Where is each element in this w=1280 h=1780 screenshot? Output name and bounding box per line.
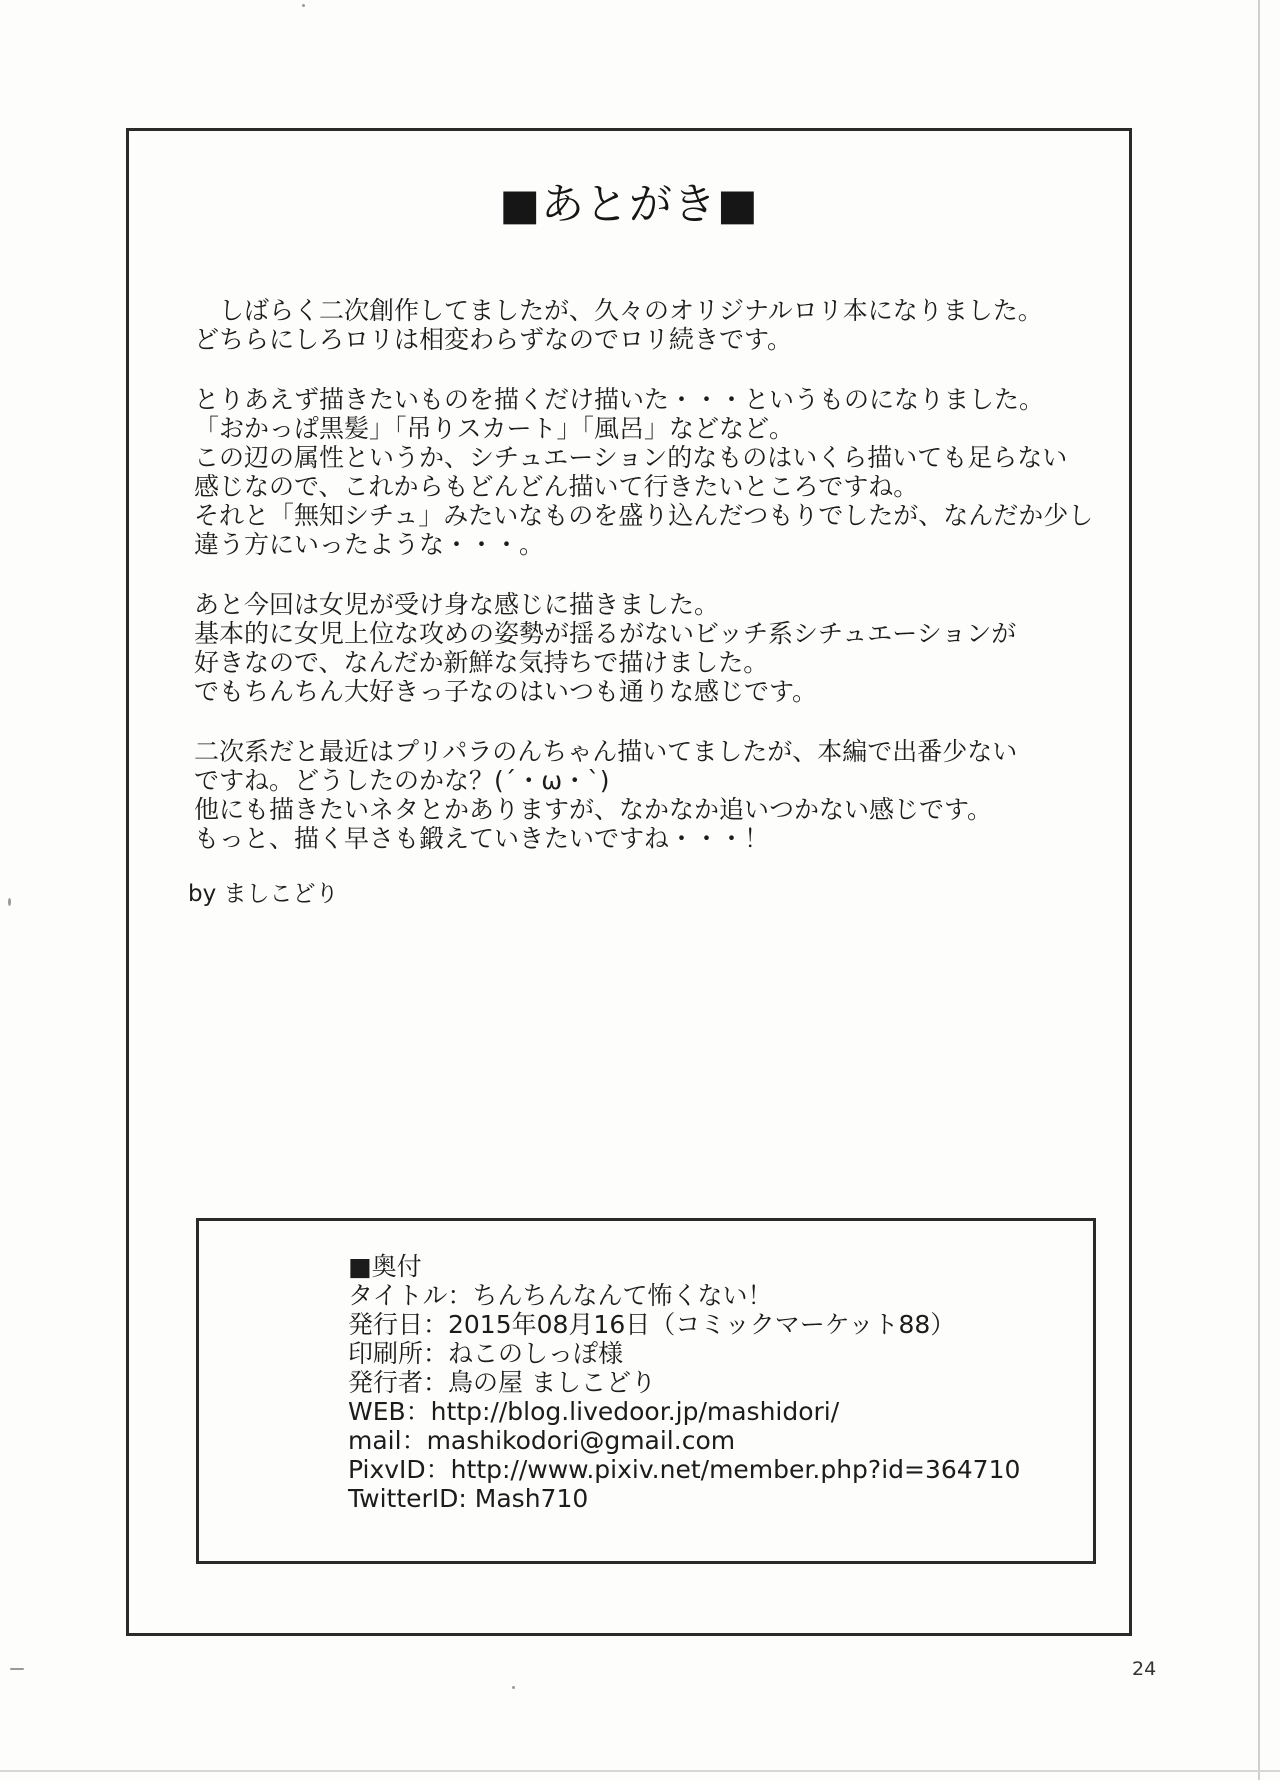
afterword-line: 他にも描きたいネタとかありますが、なかなか追いつかない感じです。 (194, 795, 993, 824)
afterword-line: でもちんちん大好きっ子なのはいつも通りな感じです。 (194, 677, 818, 706)
colophon-web-row: WEB：http://blog.livedoor.jp/mashidori/ (348, 1397, 840, 1426)
colophon-publisher-row: 発行者：鳥の屋 ましこどり (348, 1368, 656, 1397)
scan-speck (10, 1668, 24, 1670)
author-signature: by ましこどり (188, 881, 339, 907)
afterword-title: ■あとがき■ (499, 180, 759, 230)
afterword-line: 違う方にいったような・・・。 (194, 530, 545, 559)
page-number: 24 (1132, 1658, 1157, 1680)
afterword-body (194, 296, 1124, 884)
colophon-pixiv-row: PixvID：http://www.pixiv.net/member.php?id=364710 (348, 1455, 1021, 1484)
colophon-heading: ■奥付 (348, 1252, 422, 1281)
afterword-line: 好きなので、なんだか新鮮な気持ちで描けました。 (194, 648, 769, 677)
afterword-paragraph (194, 590, 1124, 706)
scan-speck (8, 898, 11, 906)
afterword-line: とりあえず描きたいものを描くだけ描いた・・・というものになりました。 (194, 385, 1045, 414)
scan-speck (512, 1686, 515, 1689)
scan-edge-right (1258, 0, 1260, 1780)
afterword-paragraph (194, 737, 1124, 853)
colophon-date-row: 発行日：2015年08月16日（コミックマーケット88） (348, 1310, 956, 1339)
colophon-printer-row: 印刷所：ねこのしっぽ様 (348, 1339, 624, 1368)
scan-edge-bottom (0, 1770, 1280, 1772)
afterword-line: ですね。どうしたのかな？(´・ω・`) (194, 766, 610, 795)
afterword-line: あと今回は女児が受け身な感じに描きました。 (194, 590, 720, 619)
colophon-title-row: タイトル：ちんちんなんて怖くない！ (348, 1281, 773, 1310)
colophon-twitter-row: TwitterID: Mash710 (348, 1484, 589, 1513)
afterword-line: 二次系だと最近はプリパラのんちゃん描いてましたが、本編で出番少ない (194, 737, 1018, 766)
colophon (348, 1252, 1068, 1513)
scan-speck (302, 4, 305, 7)
afterword-line: もっと、描く早さも鍛えていきたいですね・・・！ (194, 824, 770, 853)
afterword-line: 感じなので、これからもどんどん描いて行きたいところですね。 (194, 472, 919, 501)
afterword-paragraph (194, 296, 1124, 354)
afterword-line: 「おかっぱ黒髪」「吊りスカート」「風呂」などなど。 (194, 414, 795, 443)
afterword-paragraph (194, 385, 1124, 559)
afterword-line: それと「無知シチュ」みたいなものを盛り込んだつもりでしたが、なんだか少し (194, 501, 1094, 530)
afterword-line: この辺の属性というか、シチュエーション的なものはいくら描いても足らない (194, 443, 1068, 472)
afterword-line: どちらにしろロリは相変わらずなのでロリ続きです。 (194, 325, 793, 354)
afterword-line: 基本的に女児上位な攻めの姿勢が揺るがないビッチ系シチュエーションが (194, 619, 1017, 648)
afterword-line: しばらく二次創作してましたが、久々のオリジナルロリ本になりました。 (194, 296, 1043, 325)
colophon-mail-row: mail：mashikodori@gmail.com (348, 1426, 736, 1455)
